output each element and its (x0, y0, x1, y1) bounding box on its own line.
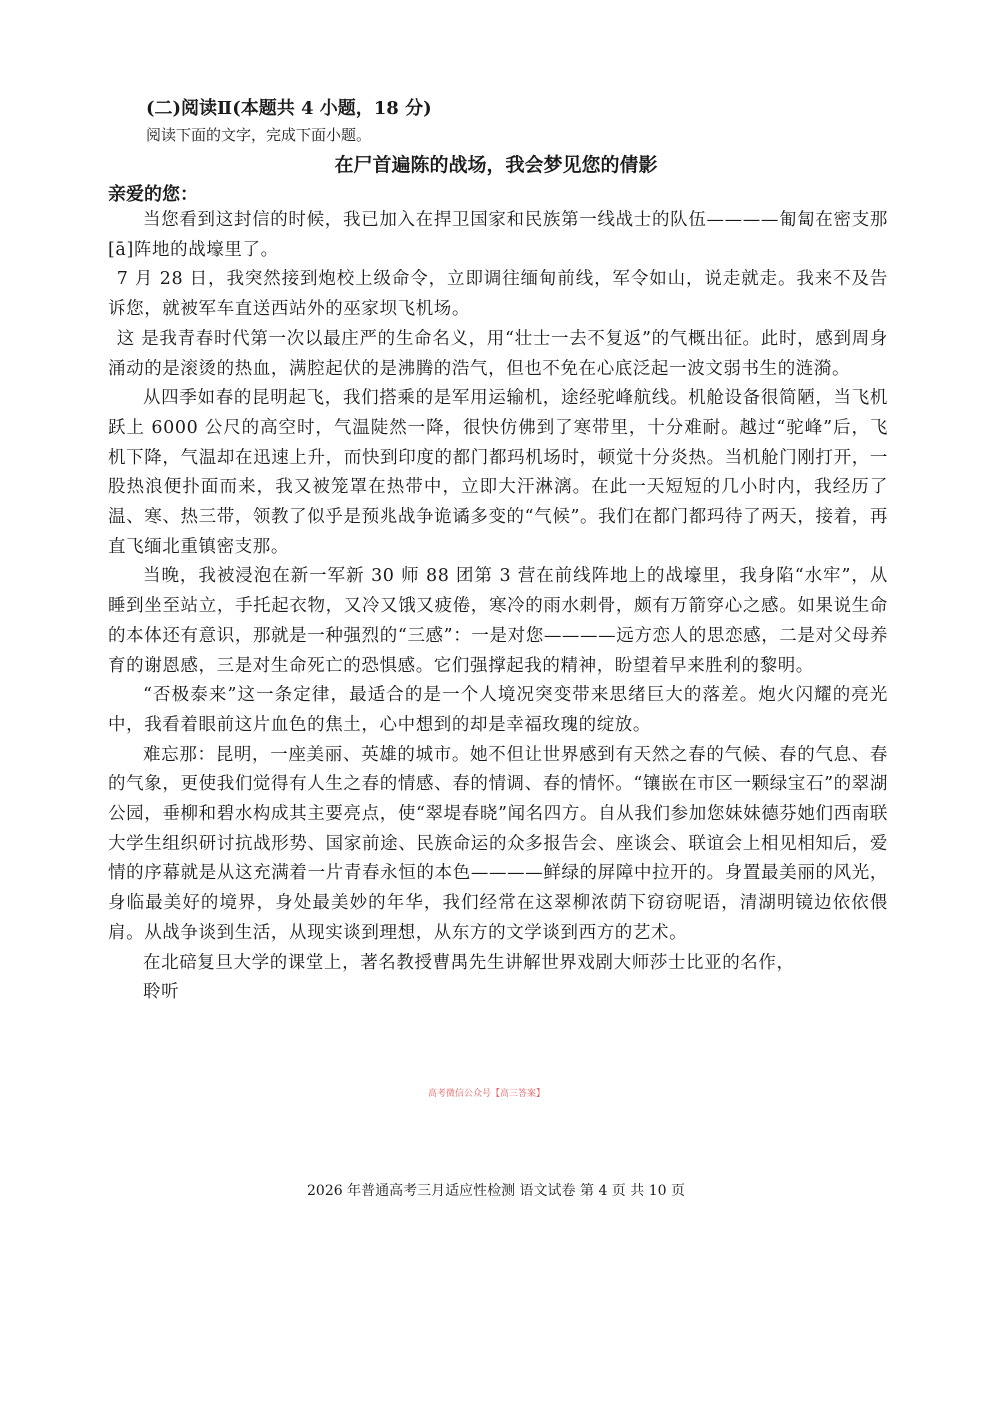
paragraph: 从四季如春的昆明起飞，我们搭乘的是军用运输机，途经驼峰航线。机舱设备很简陋，当飞机跃上 6000 公尺的高空时，气温陡然一降，很快仿佛到了寒带里，十分难耐。越过“驼峰”后，飞机下降，气温却在迅速上升，而快到印度的都门都玛机场时，顿觉十分炎热。当机舱门刚打开，一股热浪便扑面而来，我又被笼罩在热带中，立即大汗淋漓。在此一天短短的几小时内，我经历了温、寒、热三带，领教了似乎是预兆战争诡谲多变的“气候”。我们在都门都玛待了两天，接着，再直飞缅北重镇密支那。 (108, 388, 888, 557)
paragraph: 难忘那：昆明，一座美丽、英雄的城市。她不但让世界感到有天然之春的气候、春的气息、春的气象，更使我们觉得有人生之春的情感、春的情调、春的情怀。“镶嵌在市区一颗绿宝石”的翠湖公园，垂柳和碧水构成其主要亮点，使“翠堤春晓”闻名四方。自从我们参加您妹妹德芬她们西南联大学生组织研讨抗战形势、国家前途、民族命运的众多报告会、座谈会、联谊会上相见相知后，爱情的序幕就是从这充满着一片青春永恒的本色————鲜绿的屏障中拉开的。身置最美丽的风光，身临最美好的境界，身处最美妙的年华，我们经常在这翠柳浓荫下窃窃呢语，清湖明镜边依依偎肩。从战争谈到生活，从现实谈到理想，从东方的文学谈到西方的艺术。 (108, 744, 888, 943)
page-footer: 2026 年普通高考三月适应性检测 语文试卷 第 4 页 共 10 页 (307, 1183, 685, 1199)
letter-salutation: 亲爱的您： (108, 184, 198, 205)
paragraph: 当您看到这封信的时候，我已加入在捍卫国家和民族第一线战士的队伍————匍匐在密支那[ā]阵地的战壕里了。 (108, 210, 888, 260)
reading-instruction: 阅读下面的文字，完成下面小题。 (146, 126, 372, 144)
article-body (108, 206, 888, 1008)
paragraph: 7 月 28 日，我突然接到炮校上级命令，立即调往缅甸前线，军令如山，说走就走。我来不及告诉您，就被军车直送西站外的巫家坝飞机场。 (108, 269, 888, 320)
paragraph: 这 是我青春时代第一次以最庄严的生命名义，用“壮士一去不复返”的气概出征。此时，感到周身涌动的是滚烫的热血，满腔起伏的是沸腾的浩气，但也不免在心底泛起一波文弱书生的涟漪。 (108, 328, 888, 379)
article-title: 在尸首遍陈的战场，我会梦见您的倩影 (334, 154, 658, 176)
section-heading: (二)阅读Ⅱ(本题共 4 小题，18 分) (146, 98, 432, 119)
watermark-text: 高考微信公众号【高三答案】 (428, 1089, 546, 1099)
paragraph: 当晚，我被浸泡在新一军新 30 师 88 团第 3 营在前线阵地上的战壕里，我身陷“水牢”，从睡到坐至站立，手托起衣物，又冷又饿又疲倦，寒冷的雨水刺骨，颇有万箭穿心之感。如果说生命的本体还有意识，那就是一种强烈的“三感”：一是对您————远方恋人的思恋感，二是对父母养育的谢恩感，三是对生命死亡的恐惧感。它们强撑起我的精神，盼望着早来胜利的黎明。 (108, 566, 888, 676)
paragraph: 在北碚复旦大学的课堂上，著名教授曹禺先生讲解世界戏剧大师莎士比亚的名作， (143, 952, 795, 973)
paragraph: “否极泰来”这一条定律，最适合的是一个人境况突变带来思绪巨大的落差。炮火闪耀的亮光中，我看着眼前这片血色的焦土，心中想到的却是幸福玫瑰的绽放。 (108, 685, 888, 735)
paragraph: 聆听 (143, 982, 180, 1003)
